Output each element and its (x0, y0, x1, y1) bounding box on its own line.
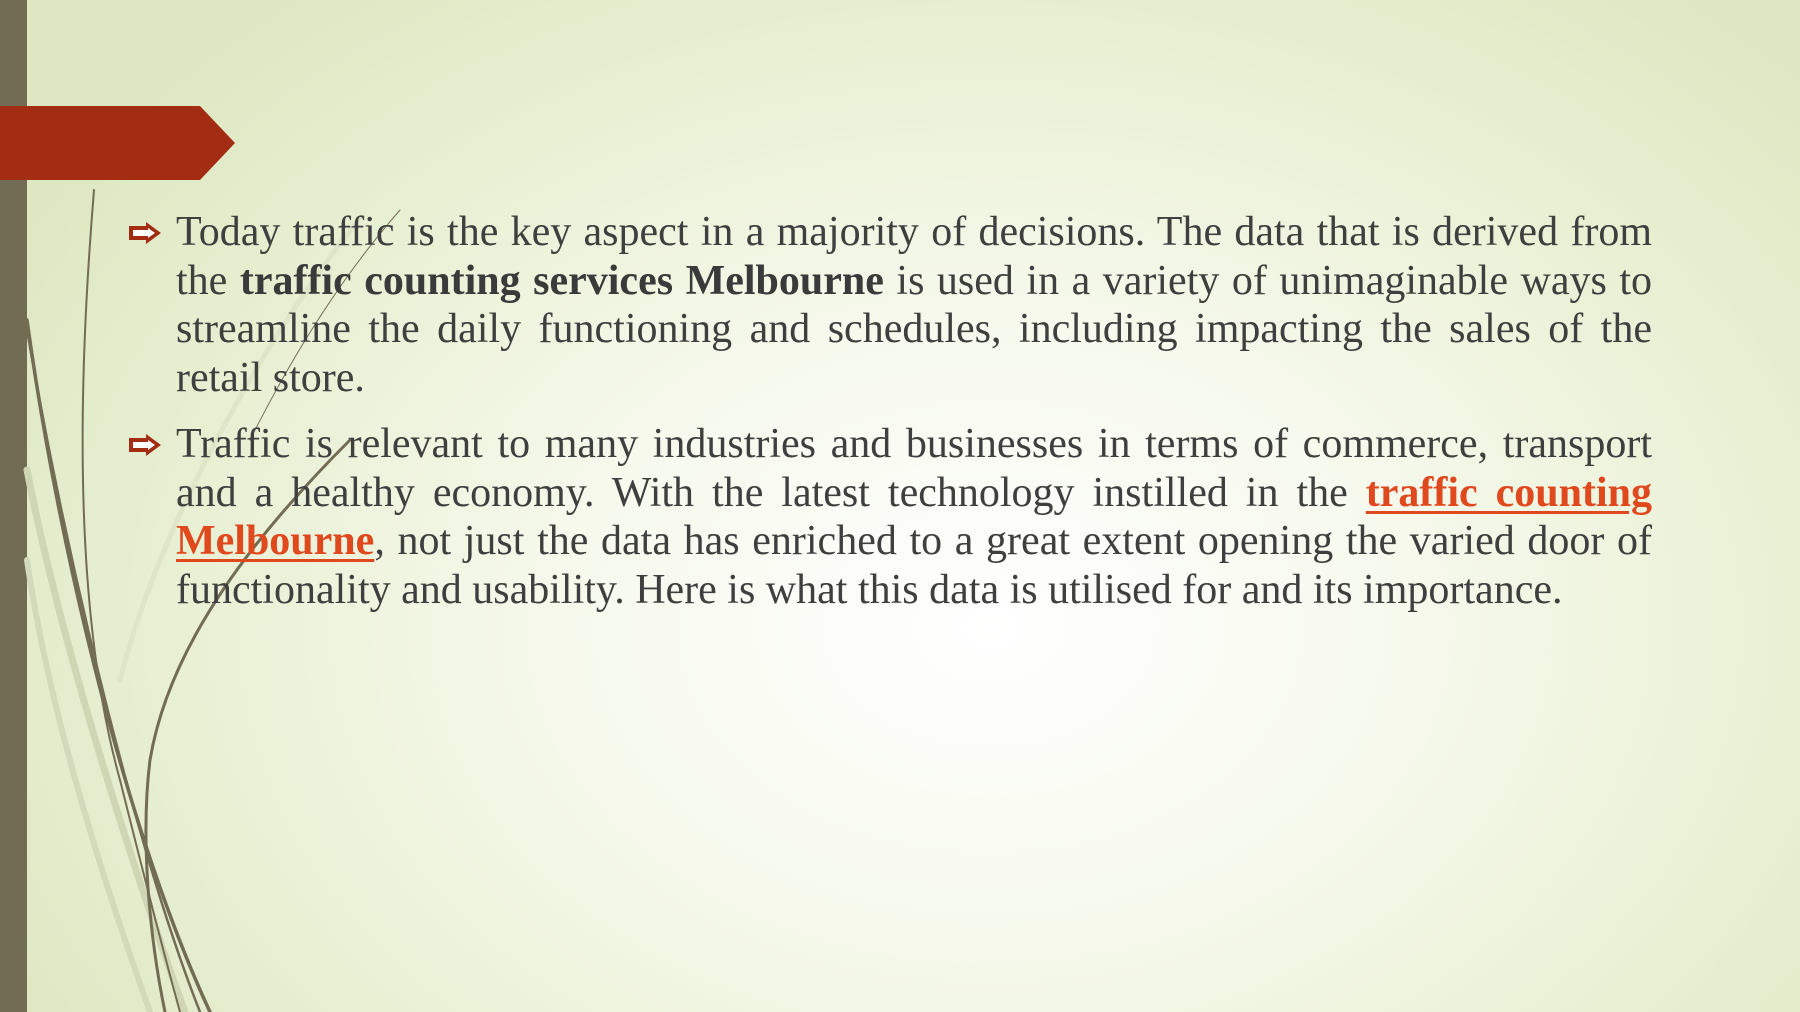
traffic-counting-link[interactable]: traffic counting Melbourne (176, 469, 1652, 564)
paragraph-1 (176, 208, 1652, 402)
slide-content (126, 208, 1652, 632)
bold-keyword: traffic counting services Melbourne (239, 257, 884, 304)
bullet-item-2 (126, 420, 1652, 614)
arrow-bullet-icon (126, 208, 176, 249)
paragraph-1-text-end: is used in a variety of unimaginable ways to streamline the daily functioning and schedules, including impacting the sales of the retail store. (176, 257, 1652, 401)
paragraph-2-text-end: , not just the data has enriched to a great extent opening the varied door of functionality and usability. Here is what this data is utilised for and its importance. (176, 518, 1652, 613)
title-accent-arrow (0, 106, 235, 180)
paragraph-2 (176, 420, 1652, 614)
arrow-bullet-icon (126, 420, 176, 461)
paragraph-1-text-start: Today traffic is the key aspect in a majority of decisions. The data that is derived from the (176, 209, 1652, 304)
bullet-item-1 (126, 208, 1652, 402)
paragraph-2-text-start: Traffic is relevant to many industries and businesses in terms of commerce, transport and a healthy economy. With the latest technology instilled in the (176, 421, 1652, 516)
